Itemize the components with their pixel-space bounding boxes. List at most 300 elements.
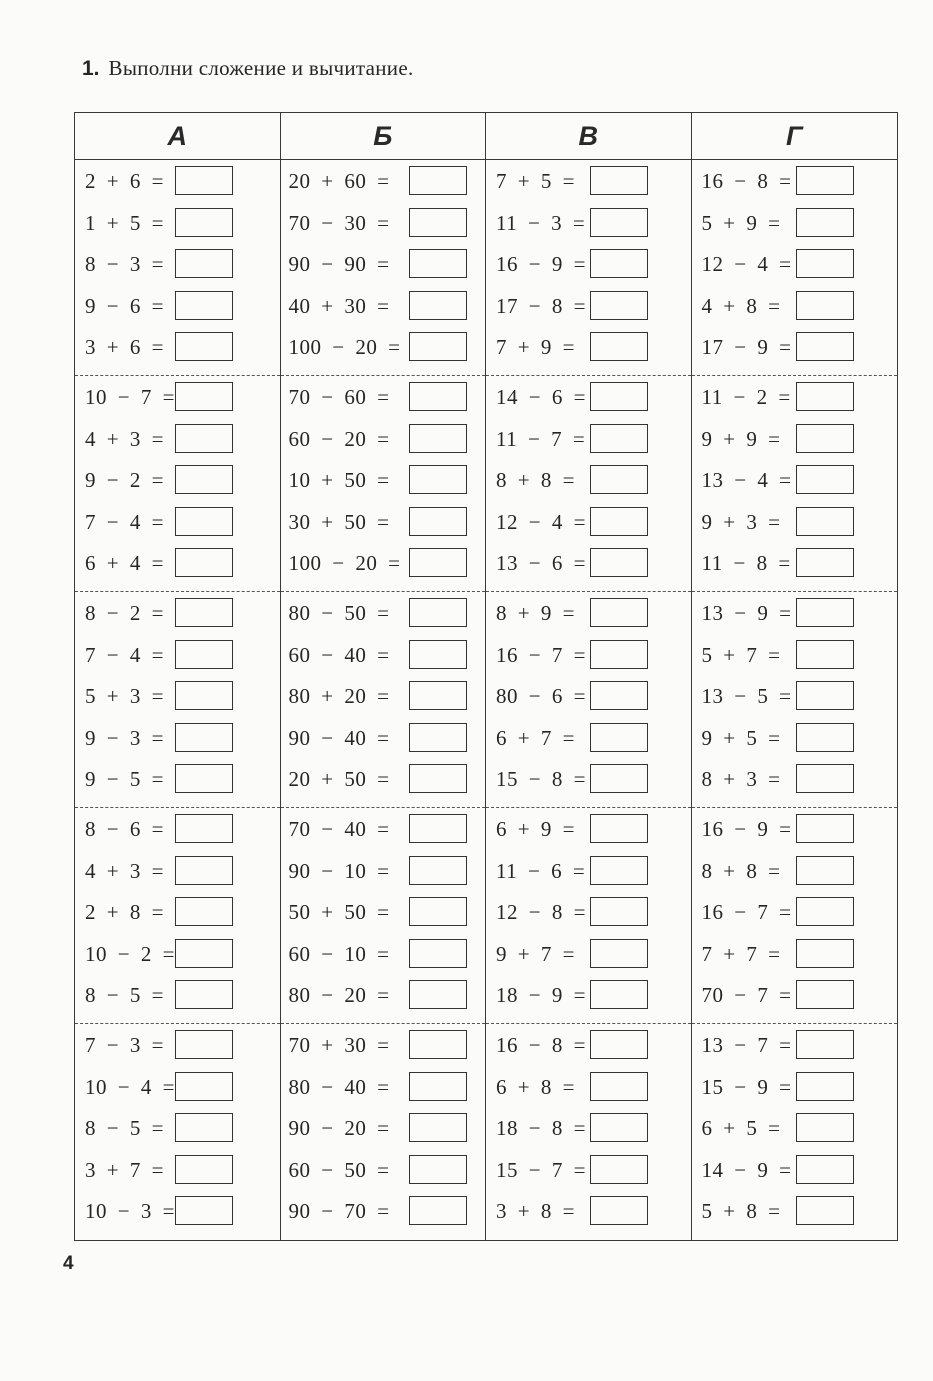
answer-box[interactable]	[409, 980, 467, 1009]
exercise-row	[281, 1190, 486, 1232]
answer-box[interactable]	[590, 939, 648, 968]
expression: 4 + 8 =	[701, 293, 781, 318]
answer-box[interactable]	[409, 465, 467, 494]
exercise-row	[281, 808, 486, 850]
exercise-row	[75, 1066, 280, 1108]
expression: 70 − 7 =	[701, 983, 792, 1008]
answer-box[interactable]	[796, 814, 854, 843]
expression: 16 − 8 =	[496, 1033, 586, 1057]
exercise-row	[692, 850, 898, 892]
answer-box[interactable]	[175, 208, 233, 237]
expression: 11 − 8 =	[701, 551, 791, 576]
answer-box[interactable]	[175, 681, 233, 710]
answer-box[interactable]	[175, 166, 233, 195]
exercise-row	[281, 592, 486, 634]
expression: 12 − 4 =	[701, 252, 792, 277]
answer-box[interactable]	[590, 897, 648, 926]
answer-box[interactable]	[175, 980, 233, 1009]
exercise-row	[692, 717, 898, 759]
column-header: Г	[692, 113, 898, 160]
exercise-row	[692, 1190, 898, 1232]
exercise-row	[692, 758, 898, 800]
answer-box[interactable]	[590, 291, 648, 320]
exercise-row	[692, 675, 898, 717]
expression: 3 + 8 =	[496, 1199, 575, 1224]
answer-box[interactable]	[590, 814, 648, 843]
column-3	[486, 113, 692, 1240]
expression: 30 + 50 =	[288, 509, 390, 534]
exercise-row	[692, 592, 898, 634]
answer-box[interactable]	[409, 208, 467, 237]
answer-box[interactable]	[796, 465, 854, 494]
exercise-group	[486, 808, 691, 1024]
expression: 2 + 8 =	[85, 900, 164, 925]
exercise-row	[281, 634, 486, 676]
exercise-table	[74, 112, 898, 1241]
answer-box[interactable]	[175, 291, 233, 320]
expression: 60 − 50 =	[288, 1157, 390, 1182]
answer-box[interactable]	[796, 939, 854, 968]
answer-box[interactable]	[590, 548, 648, 577]
expression: 10 − 2 =	[85, 941, 175, 966]
answer-box[interactable]	[409, 507, 467, 536]
expression: 13 − 9 =	[701, 601, 792, 625]
expression: 8 − 5 =	[85, 983, 164, 1008]
expression: 14 − 9 =	[701, 1157, 792, 1182]
exercise-row	[281, 376, 486, 418]
answer-box[interactable]	[796, 1155, 854, 1184]
task-instruction: Выполни сложение и вычитание.	[108, 56, 414, 80]
exercise-row	[281, 459, 486, 501]
answer-box[interactable]	[590, 1196, 648, 1225]
exercise-row	[281, 542, 486, 584]
expression: 60 − 40 =	[288, 642, 390, 667]
expression: 16 − 7 =	[701, 900, 792, 925]
exercise-row	[486, 376, 691, 418]
expression: 60 − 10 =	[288, 941, 390, 966]
expression: 13 − 7 =	[701, 1033, 792, 1057]
answer-box[interactable]	[590, 598, 648, 627]
expression: 90 − 90 =	[288, 252, 390, 277]
expression: 12 − 4 =	[496, 509, 586, 534]
expression: 17 − 9 =	[701, 335, 792, 360]
exercise-row	[486, 202, 691, 244]
exercise-row	[692, 1149, 898, 1191]
expression: 4 + 3 =	[85, 426, 164, 451]
expression: 90 − 10 =	[288, 858, 390, 883]
exercise-row	[692, 933, 898, 975]
exercise-group	[281, 592, 486, 808]
answer-box[interactable]	[590, 764, 648, 793]
exercise-row	[281, 1024, 486, 1066]
answer-box[interactable]	[175, 382, 233, 411]
expression: 18 − 8 =	[496, 1116, 586, 1141]
answer-box[interactable]	[590, 208, 648, 237]
exercise-row	[486, 850, 691, 892]
expression: 9 − 6 =	[85, 293, 164, 318]
expression: 4 + 3 =	[85, 858, 164, 883]
answer-box[interactable]	[175, 640, 233, 669]
answer-box[interactable]	[409, 598, 467, 627]
answer-box[interactable]	[796, 1030, 854, 1059]
answer-box[interactable]	[796, 166, 854, 195]
answer-box[interactable]	[796, 1196, 854, 1225]
expression: 11 − 6 =	[496, 858, 586, 883]
expression: 13 − 6 =	[496, 551, 586, 576]
expression: 8 + 9 =	[496, 601, 575, 625]
exercise-row	[75, 758, 280, 800]
exercise-row	[486, 758, 691, 800]
exercise-row	[692, 501, 898, 543]
exercise-row	[75, 933, 280, 975]
expression: 8 + 3 =	[701, 767, 781, 792]
exercise-row	[486, 717, 691, 759]
answer-box[interactable]	[409, 1072, 467, 1101]
expression: 9 + 9 =	[701, 426, 781, 451]
answer-box[interactable]	[796, 291, 854, 320]
exercise-row	[75, 418, 280, 460]
answer-box[interactable]	[796, 723, 854, 752]
exercise-row	[75, 542, 280, 584]
answer-box[interactable]	[175, 548, 233, 577]
column-2	[281, 113, 487, 1240]
answer-box[interactable]	[590, 681, 648, 710]
exercise-group	[281, 376, 486, 592]
answer-box[interactable]	[175, 507, 233, 536]
exercise-row	[692, 1066, 898, 1108]
exercise-row	[486, 592, 691, 634]
exercise-row	[281, 717, 486, 759]
answer-box[interactable]	[796, 598, 854, 627]
exercise-group	[692, 592, 898, 808]
answer-box[interactable]	[796, 897, 854, 926]
answer-box[interactable]	[409, 382, 467, 411]
exercise-group	[281, 160, 486, 376]
expression: 90 − 40 =	[288, 725, 390, 750]
exercise-group	[486, 160, 691, 376]
exercise-group	[75, 160, 280, 376]
exercise-group	[75, 808, 280, 1024]
exercise-row	[486, 1190, 691, 1232]
answer-box[interactable]	[590, 249, 648, 278]
exercise-row	[692, 326, 898, 368]
expression: 90 − 20 =	[288, 1116, 390, 1141]
exercise-row	[486, 891, 691, 933]
expression: 8 + 8 =	[701, 858, 781, 883]
exercise-row	[486, 1024, 691, 1066]
expression: 5 + 3 =	[85, 684, 164, 709]
answer-box[interactable]	[796, 332, 854, 361]
answer-box[interactable]	[590, 1155, 648, 1184]
exercise-group	[281, 808, 486, 1024]
exercise-row	[486, 501, 691, 543]
exercise-row	[692, 808, 898, 850]
answer-box[interactable]	[796, 548, 854, 577]
answer-box[interactable]	[175, 897, 233, 926]
answer-box[interactable]	[409, 723, 467, 752]
expression: 6 + 7 =	[496, 725, 575, 750]
answer-box[interactable]	[409, 1196, 467, 1225]
answer-box[interactable]	[175, 1113, 233, 1142]
answer-box[interactable]	[409, 332, 467, 361]
expression: 9 + 5 =	[701, 725, 781, 750]
task-heading	[82, 56, 414, 81]
expression: 70 − 30 =	[288, 210, 390, 235]
expression: 100 − 20 =	[288, 551, 401, 576]
expression: 9 − 3 =	[85, 725, 164, 750]
exercise-row	[486, 542, 691, 584]
expression: 6 + 9 =	[496, 817, 575, 841]
answer-box[interactable]	[590, 1072, 648, 1101]
answer-box[interactable]	[409, 1113, 467, 1142]
answer-box[interactable]	[409, 1155, 467, 1184]
answer-box[interactable]	[409, 1030, 467, 1059]
expression: 7 − 3 =	[85, 1033, 164, 1057]
exercise-row	[281, 675, 486, 717]
answer-box[interactable]	[175, 764, 233, 793]
expression: 80 + 20 =	[288, 684, 390, 709]
answer-box[interactable]	[796, 980, 854, 1009]
exercise-group	[692, 1024, 898, 1240]
answer-box[interactable]	[796, 208, 854, 237]
answer-box[interactable]	[796, 681, 854, 710]
answer-box[interactable]	[409, 856, 467, 885]
column-header: А	[75, 113, 280, 160]
answer-box[interactable]	[590, 166, 648, 195]
expression: 7 + 5 =	[496, 169, 575, 193]
exercise-row	[75, 1190, 280, 1232]
expression: 17 − 8 =	[496, 293, 586, 318]
column-4	[692, 113, 898, 1240]
answer-box[interactable]	[409, 764, 467, 793]
exercise-row	[486, 974, 691, 1016]
answer-box[interactable]	[590, 640, 648, 669]
exercise-row	[75, 1107, 280, 1149]
answer-box[interactable]	[409, 897, 467, 926]
answer-box[interactable]	[590, 465, 648, 494]
expression: 80 − 6 =	[496, 684, 586, 709]
answer-box[interactable]	[175, 814, 233, 843]
expression: 20 + 60 =	[288, 169, 390, 193]
expression: 9 + 3 =	[701, 509, 781, 534]
expression: 7 + 7 =	[701, 941, 781, 966]
expression: 12 − 8 =	[496, 900, 586, 925]
answer-box[interactable]	[409, 814, 467, 843]
expression: 18 − 9 =	[496, 983, 586, 1008]
exercise-row	[75, 459, 280, 501]
expression: 40 + 30 =	[288, 293, 390, 318]
exercise-row	[486, 1066, 691, 1108]
answer-box[interactable]	[409, 548, 467, 577]
answer-box[interactable]	[796, 764, 854, 793]
exercise-group	[486, 1024, 691, 1240]
expression: 60 − 20 =	[288, 426, 390, 451]
answer-box[interactable]	[409, 249, 467, 278]
exercise-row	[281, 418, 486, 460]
expression: 13 − 4 =	[701, 468, 792, 493]
expression: 8 − 6 =	[85, 817, 164, 841]
answer-box[interactable]	[590, 980, 648, 1009]
answer-box[interactable]	[175, 1155, 233, 1184]
answer-box[interactable]	[175, 424, 233, 453]
expression: 5 + 7 =	[701, 642, 781, 667]
answer-box[interactable]	[175, 249, 233, 278]
expression: 8 − 3 =	[85, 252, 164, 277]
expression: 6 + 4 =	[85, 551, 164, 576]
expression: 10 − 3 =	[85, 1199, 175, 1224]
expression: 1 + 5 =	[85, 210, 164, 235]
exercise-row	[281, 243, 486, 285]
exercise-row	[281, 285, 486, 327]
answer-box[interactable]	[175, 723, 233, 752]
answer-box[interactable]	[175, 332, 233, 361]
page-number: 4	[63, 1253, 74, 1274]
expression: 16 − 9 =	[701, 817, 792, 841]
task-number: 1.	[82, 57, 100, 80]
expression: 6 + 5 =	[701, 1116, 781, 1141]
exercise-row	[281, 160, 486, 202]
exercise-row	[75, 592, 280, 634]
expression: 80 − 40 =	[288, 1074, 390, 1099]
exercise-row	[75, 160, 280, 202]
expression: 13 − 5 =	[701, 684, 792, 709]
exercise-row	[486, 808, 691, 850]
expression: 50 + 50 =	[288, 900, 390, 925]
expression: 70 − 60 =	[288, 385, 390, 409]
exercise-row	[75, 202, 280, 244]
answer-box[interactable]	[175, 939, 233, 968]
exercise-group	[692, 160, 898, 376]
expression: 8 − 2 =	[85, 601, 164, 625]
expression: 6 + 8 =	[496, 1074, 575, 1099]
answer-box[interactable]	[409, 939, 467, 968]
exercise-row	[75, 675, 280, 717]
answer-box[interactable]	[796, 1113, 854, 1142]
exercise-row	[486, 459, 691, 501]
expression: 10 + 50 =	[288, 468, 390, 493]
expression: 90 − 70 =	[288, 1199, 390, 1224]
exercise-group	[75, 1024, 280, 1240]
answer-box[interactable]	[175, 1196, 233, 1225]
exercise-row	[486, 160, 691, 202]
expression: 8 − 5 =	[85, 1116, 164, 1141]
exercise-row	[692, 1107, 898, 1149]
exercise-row	[692, 418, 898, 460]
expression: 7 + 9 =	[496, 335, 575, 360]
answer-box[interactable]	[590, 507, 648, 536]
exercise-row	[486, 326, 691, 368]
answer-box[interactable]	[796, 856, 854, 885]
answer-box[interactable]	[590, 723, 648, 752]
expression: 5 + 8 =	[701, 1199, 781, 1224]
exercise-row	[486, 675, 691, 717]
exercise-row	[486, 1107, 691, 1149]
column-header: Б	[281, 113, 486, 160]
exercise-row	[281, 326, 486, 368]
answer-box[interactable]	[796, 640, 854, 669]
answer-box[interactable]	[590, 382, 648, 411]
answer-box[interactable]	[175, 1030, 233, 1059]
expression: 9 + 7 =	[496, 941, 575, 966]
exercise-row	[281, 202, 486, 244]
answer-box[interactable]	[796, 249, 854, 278]
answer-box[interactable]	[175, 465, 233, 494]
expression: 11 − 3 =	[496, 210, 586, 235]
exercise-row	[692, 1024, 898, 1066]
answer-box[interactable]	[409, 291, 467, 320]
exercise-row	[692, 459, 898, 501]
expression: 11 − 2 =	[701, 385, 791, 409]
exercise-row	[281, 1149, 486, 1191]
answer-box[interactable]	[590, 424, 648, 453]
exercise-group	[75, 592, 280, 808]
answer-box[interactable]	[796, 1072, 854, 1101]
expression: 20 + 50 =	[288, 767, 390, 792]
exercise-row	[281, 1107, 486, 1149]
exercise-row	[281, 758, 486, 800]
exercise-row	[486, 418, 691, 460]
expression: 70 − 40 =	[288, 817, 390, 841]
exercise-row	[692, 542, 898, 584]
answer-box[interactable]	[796, 424, 854, 453]
answer-box[interactable]	[796, 507, 854, 536]
answer-box[interactable]	[590, 1113, 648, 1142]
exercise-row	[75, 850, 280, 892]
expression: 2 + 6 =	[85, 169, 164, 193]
expression: 16 − 8 =	[701, 169, 792, 193]
answer-box[interactable]	[409, 681, 467, 710]
exercise-group	[692, 808, 898, 1024]
exercise-row	[692, 243, 898, 285]
exercise-row	[75, 974, 280, 1016]
exercise-row	[75, 243, 280, 285]
column-header: В	[486, 113, 691, 160]
expression: 7 − 4 =	[85, 509, 164, 534]
answer-box[interactable]	[590, 1030, 648, 1059]
exercise-row	[75, 501, 280, 543]
answer-box[interactable]	[590, 332, 648, 361]
answer-box[interactable]	[590, 856, 648, 885]
expression: 15 − 9 =	[701, 1074, 792, 1099]
exercise-row	[75, 326, 280, 368]
exercise-row	[75, 1024, 280, 1066]
exercise-row	[486, 243, 691, 285]
exercise-group	[692, 376, 898, 592]
exercise-row	[486, 1149, 691, 1191]
exercise-row	[281, 974, 486, 1016]
expression: 14 − 6 =	[496, 385, 586, 409]
exercise-row	[692, 376, 898, 418]
answer-box[interactable]	[409, 640, 467, 669]
exercise-row	[75, 634, 280, 676]
exercise-group	[486, 592, 691, 808]
exercise-row	[692, 634, 898, 676]
exercise-row	[75, 1149, 280, 1191]
answer-box[interactable]	[409, 166, 467, 195]
expression: 3 + 7 =	[85, 1157, 164, 1182]
answer-box[interactable]	[796, 382, 854, 411]
exercise-row	[692, 891, 898, 933]
exercise-row	[486, 933, 691, 975]
answer-box[interactable]	[175, 1072, 233, 1101]
expression: 16 − 7 =	[496, 642, 586, 667]
answer-box[interactable]	[175, 598, 233, 627]
answer-box[interactable]	[409, 424, 467, 453]
exercise-row	[75, 717, 280, 759]
answer-box[interactable]	[175, 856, 233, 885]
exercise-row	[692, 202, 898, 244]
exercise-row	[75, 376, 280, 418]
